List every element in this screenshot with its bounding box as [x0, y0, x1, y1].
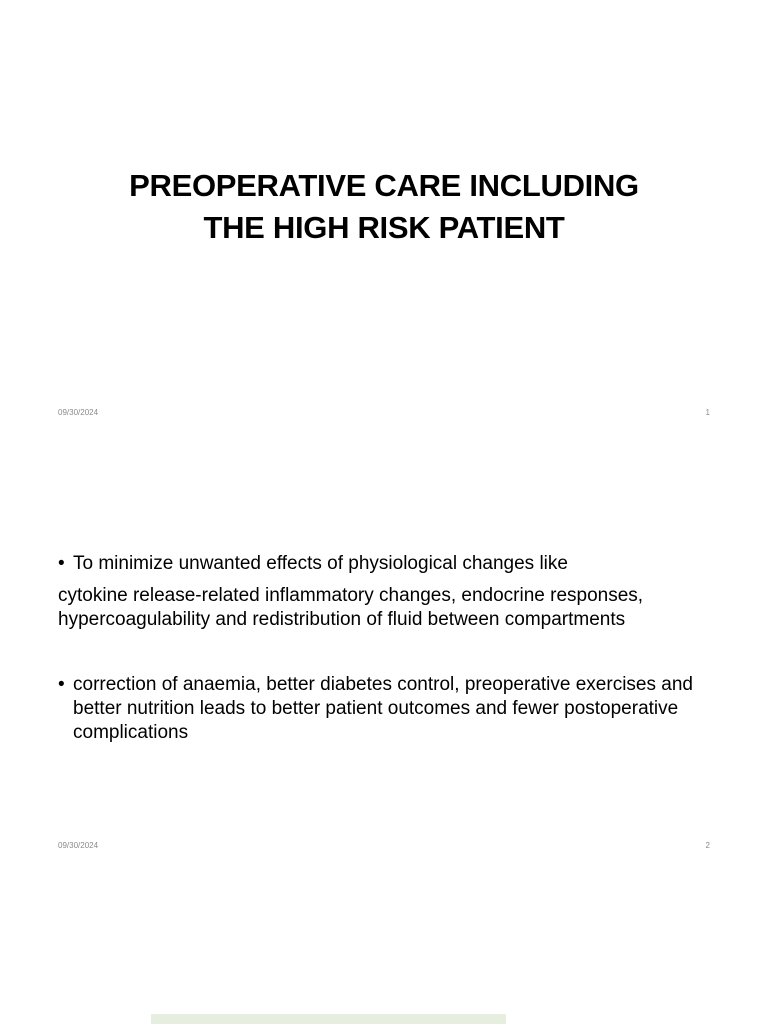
bullet-text: To minimize unwanted effects of physiological changes like [73, 553, 568, 574]
slide-number: 2 [705, 841, 710, 850]
slide-2 [0, 432, 768, 865]
bullet-marker: • [58, 553, 65, 574]
slide-1 [0, 0, 768, 432]
bullet-item-2 [58, 673, 710, 745]
bullet-item-1 [58, 552, 710, 576]
bullet-continuation-text: cytokine release-related inflammatory changes, endocrine responses, hypercoagulability and redistribution of fluid between compartments [58, 585, 644, 630]
slide-title-line-2: THE HIGH RISK PATIENT [203, 210, 565, 245]
slide-title-line-1: PREOPERATIVE CARE INCLUDING [129, 168, 639, 203]
bullet-marker: • [58, 674, 65, 695]
slide-number: 1 [705, 408, 710, 417]
slide-footer-date: 09/30/2024 [58, 841, 99, 850]
bullet-text: correction of anaemia, better diabetes control, preoperative exercises and better nutrition leads to better patient outcomes and fewer postoperative complications [73, 674, 693, 743]
slide-title [0, 165, 768, 249]
next-slide-edge [151, 1014, 506, 1024]
slide-footer-date: 09/30/2024 [58, 408, 99, 417]
